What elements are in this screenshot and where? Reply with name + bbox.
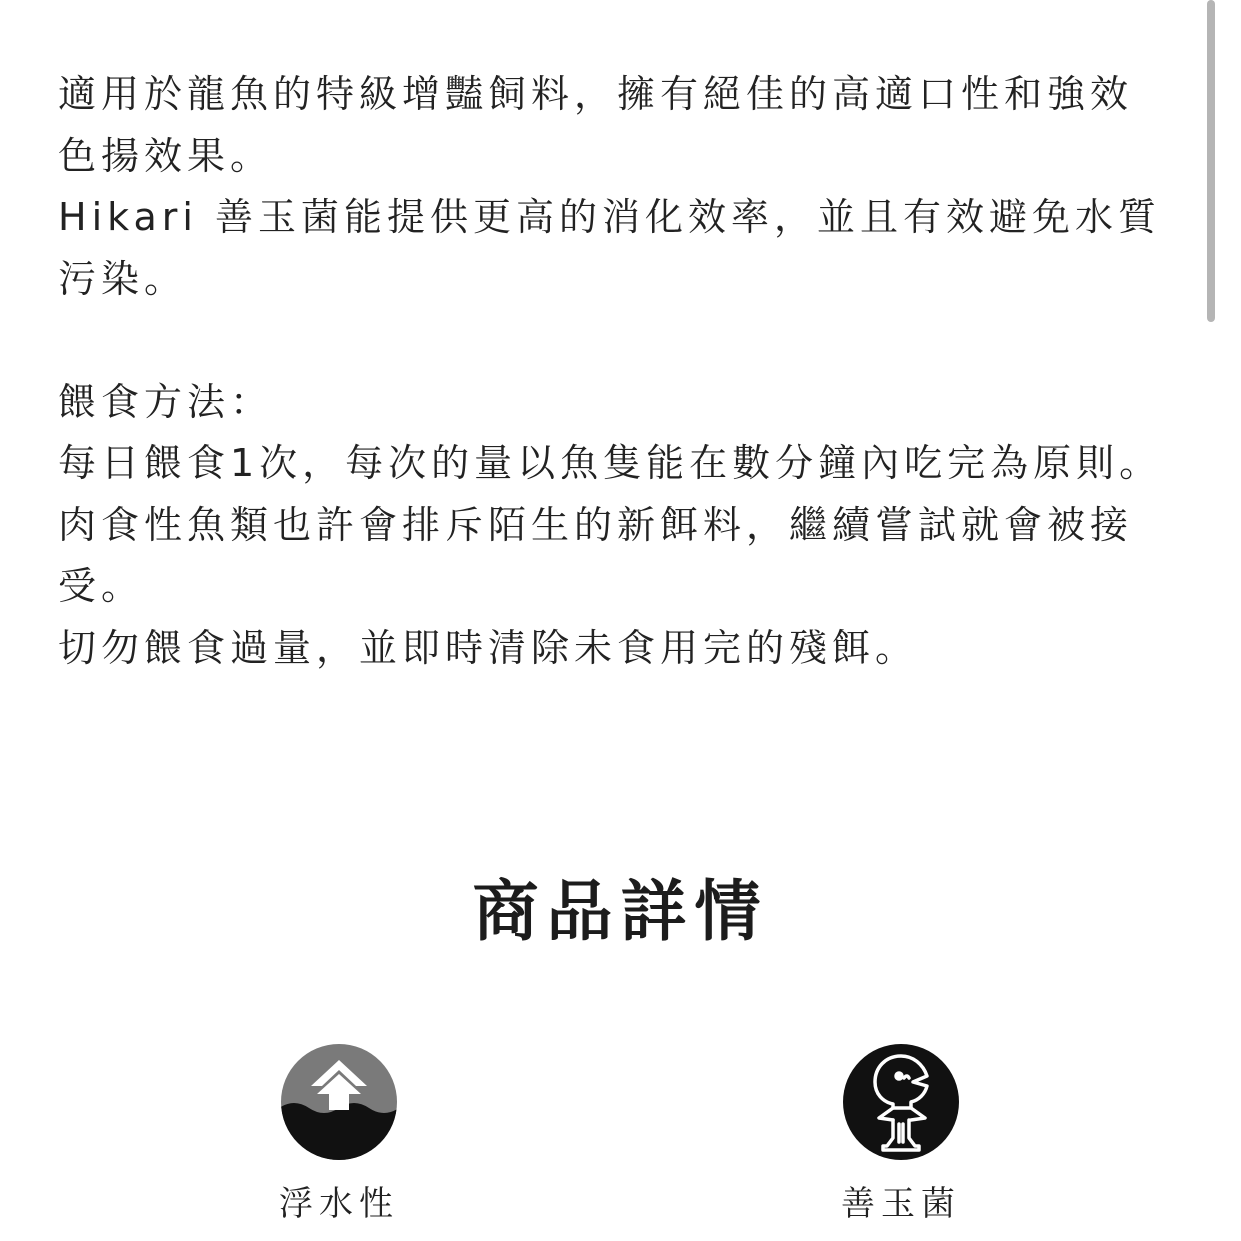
feature-probiotic — [811, 1042, 991, 1225]
section-title: 商品詳情 — [472, 873, 769, 950]
feeding-line: 肉食性魚類也許會排斥陌生的新餌料，繼續嘗試就會被接受。 — [58, 502, 1134, 608]
feeding-line: 切勿餵食過量，並即時清除未食用完的殘餌。 — [58, 625, 919, 670]
paragraph-spacer — [58, 310, 1168, 372]
description-paragraph: Hikari 善玉菌能提供更高的消化效率，並且有效避免水質污染。 — [58, 195, 1162, 301]
feeding-heading: 餵食方法： — [58, 379, 274, 424]
scrollbar-thumb[interactable] — [1207, 0, 1215, 322]
feature-label: 善玉菌 — [841, 1184, 961, 1224]
floating-arrow-icon — [279, 1042, 399, 1162]
description-paragraph: 適用於龍魚的特級增豔飼料，擁有絕佳的高適口性和強效色揚效果。 — [58, 72, 1134, 178]
product-description — [58, 64, 1168, 679]
feature-label: 浮水性 — [279, 1184, 399, 1224]
feature-floating — [249, 1042, 429, 1225]
probiotic-mascot-icon — [841, 1042, 961, 1162]
feeding-line: 每日餵食1次，每次的量以魚隻能在數分鐘內吃完為原則。 — [58, 441, 1163, 485]
